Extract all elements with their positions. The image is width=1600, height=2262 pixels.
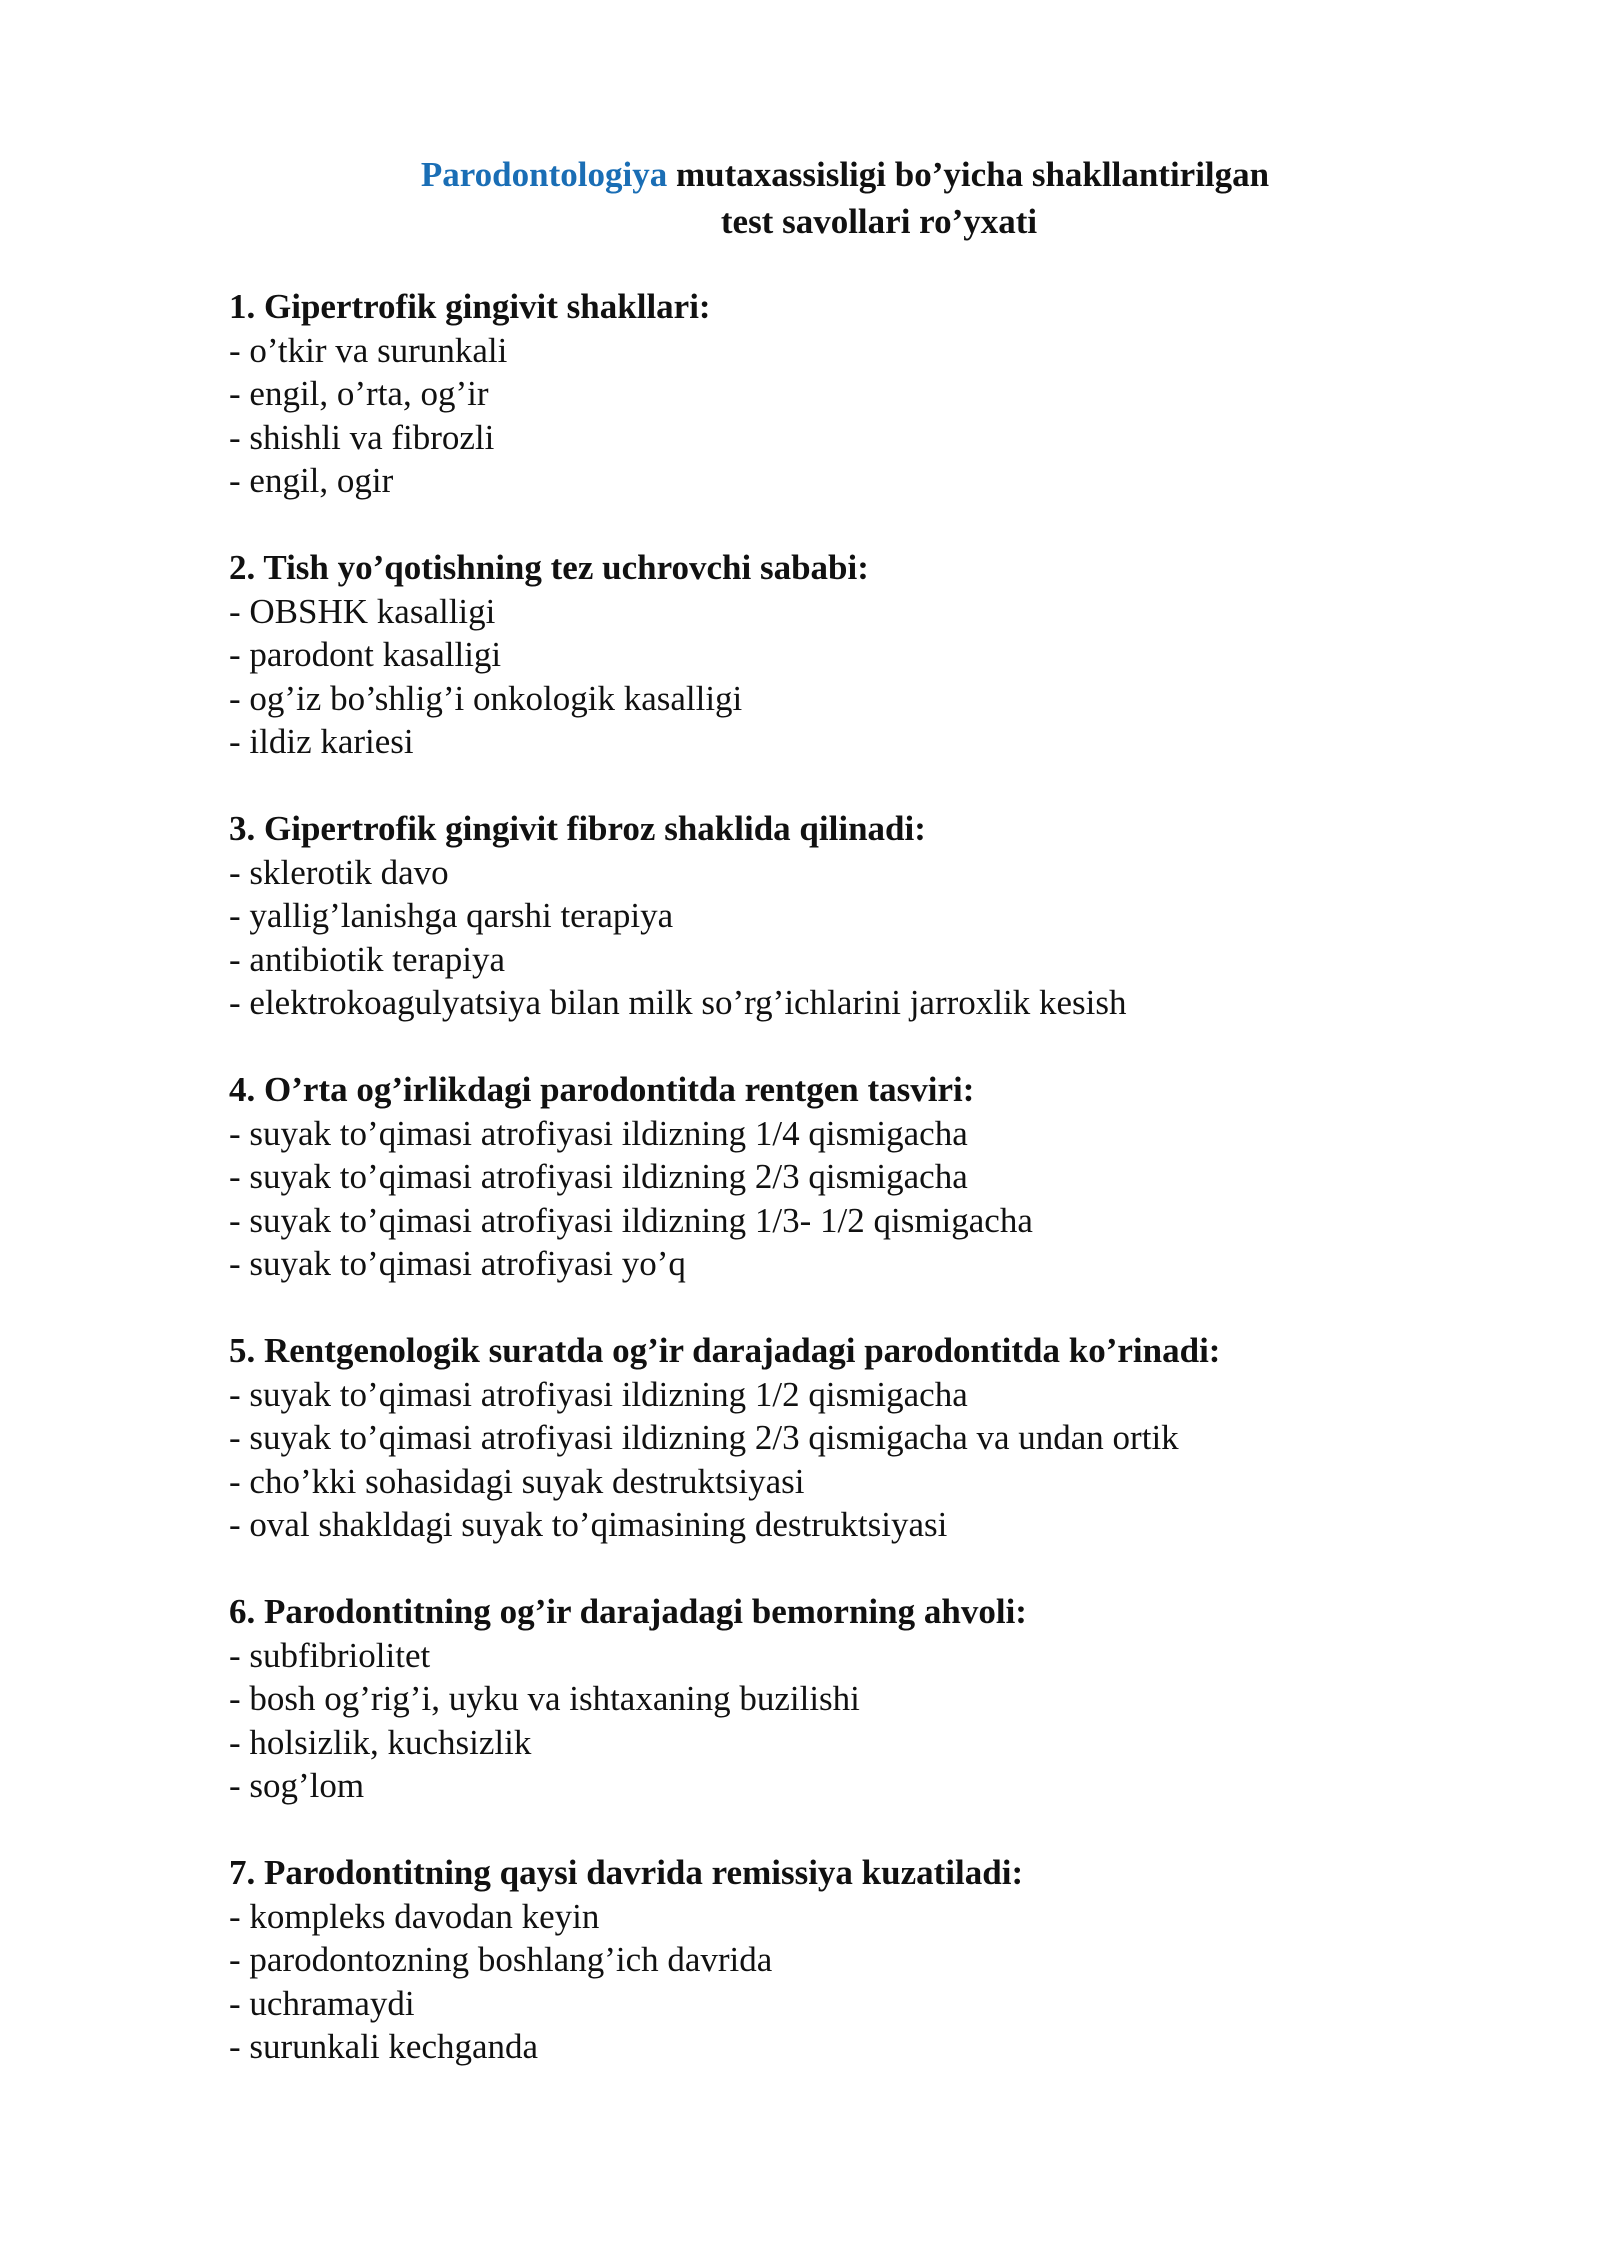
question-list <box>229 285 1429 2112</box>
answer-option: - antibiotik terapiya <box>229 939 506 979</box>
answer-option: - sklerotik davo <box>229 852 449 892</box>
answer-option: - suyak to’qimasi atrofiyasi ildizning 1/2 qismigacha <box>229 1374 968 1414</box>
answer-option: - sog’lom <box>229 1766 365 1805</box>
question-4 <box>229 1068 1429 1286</box>
question-title: 4. O’rta og’irlikdagi parodontitda rentgen tasviri: <box>229 1070 975 1109</box>
answer-option: - oval shakldagi suyak to’qimasining destruktsiyasi <box>229 1505 948 1544</box>
answer-option: - holsizlik, kuchsizlik <box>229 1722 532 1762</box>
answer-option: - suyak to’qimasi atrofiyasi ildizning 2/3 qismigacha va undan ortik <box>229 1418 1179 1457</box>
answer-option: - uchramaydi <box>229 1983 415 2023</box>
answer-option: - subfibriolitet <box>229 1635 431 1675</box>
answer-option: - yallig’lanishga qarshi terapiya <box>229 896 674 935</box>
header-accent-word: Parodontologiya <box>420 155 668 194</box>
answer-option: - surunkali kechganda <box>229 2027 539 2066</box>
answer-option: - shishli va fibrozli <box>229 417 495 457</box>
header-line-2: test savollari ro’yxati <box>720 202 1038 241</box>
answer-option: - o’tkir va surunkali <box>229 330 508 370</box>
question-title: 1. Gipertrofik gingivit shakllari: <box>229 287 711 326</box>
answer-option: - suyak to’qimasi atrofiyasi ildizning 1/4 qismigacha <box>229 1113 968 1153</box>
answer-option: - suyak to’qimasi atrofiyasi yo’q <box>229 1244 686 1283</box>
header-line-1 <box>0 151 1600 198</box>
answer-option: - engil, ogir <box>229 461 394 500</box>
question-title: 5. Rentgenologik suratda og’ir darajadagi parodontitda ko’rinadi: <box>229 1331 1221 1370</box>
question-1 <box>229 285 1429 503</box>
answer-option: - parodontozning boshlang’ich davrida <box>229 1940 773 1979</box>
answer-option: - cho’kki sohasidagi suyak destruktsiyasi <box>229 1461 805 1501</box>
answer-option: - engil, o’rta, og’ir <box>229 374 489 413</box>
answer-option: - suyak to’qimasi atrofiyasi ildizning 1/3- 1/2 qismigacha <box>229 1200 1033 1240</box>
question-3 <box>229 807 1429 1025</box>
document-header <box>0 151 1600 245</box>
question-6 <box>229 1590 1429 1808</box>
answer-option: - kompleks davodan keyin <box>229 1896 600 1936</box>
question-title: 6. Parodontitning og’ir darajadagi bemorning ahvoli: <box>229 1592 1027 1631</box>
answer-option: - parodont kasalligi <box>229 635 502 674</box>
answer-option: - elektrokoagulyatsiya bilan milk so’rg’ichlarini jarroxlik kesish <box>229 983 1127 1022</box>
question-title: 2. Tish yo’qotishning tez uchrovchi sababi: <box>229 548 869 587</box>
answer-option: - bosh og’rig’i, uyku va ishtaxaning buzilishi <box>229 1679 860 1718</box>
header-line-1-rest: mutaxassisligi bo’yicha shakllantirilgan <box>667 155 1270 194</box>
question-7 <box>229 1851 1429 2069</box>
question-2 <box>229 546 1429 764</box>
answer-option: - suyak to’qimasi atrofiyasi ildizning 2/3 qismigacha <box>229 1157 968 1196</box>
question-title: 3. Gipertrofik gingivit fibroz shaklida qilinadi: <box>229 809 926 848</box>
question-5 <box>229 1329 1429 1547</box>
answer-option: - ildiz kariesi <box>229 722 414 761</box>
question-title: 7. Parodontitning qaysi davrida remissiya kuzatiladi: <box>229 1853 1024 1892</box>
answer-option: - og’iz bo’shlig’i onkologik kasalligi <box>229 678 743 718</box>
answer-option: - OBSHK kasalligi <box>229 591 496 631</box>
